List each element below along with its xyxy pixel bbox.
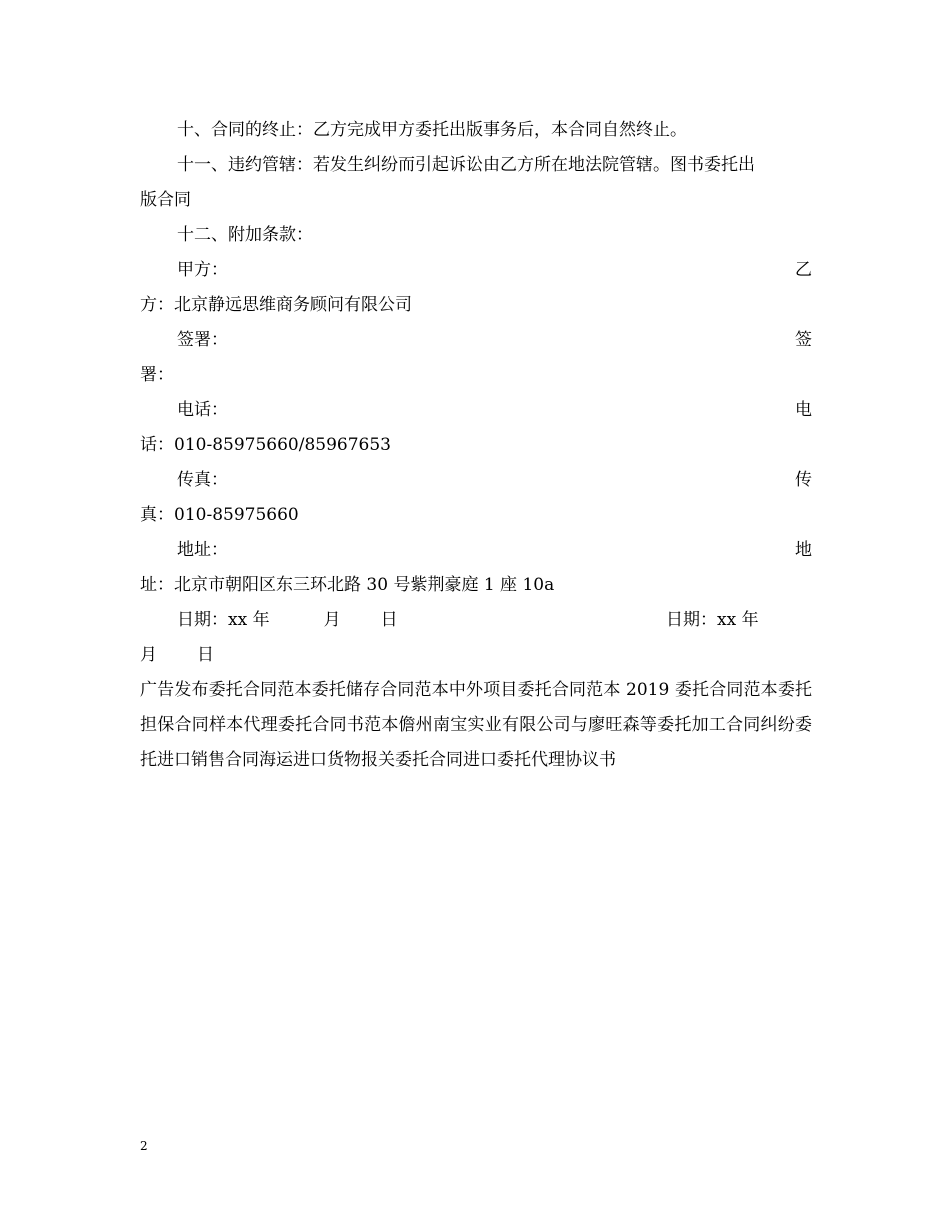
phone-a-label: 电话：: [177, 400, 228, 420]
clause-jurisdiction-line1: 十一、违约管辖：若发生纠纷而引起诉讼由乙方所在地法院管辖。图书委托出: [177, 155, 755, 175]
fax-b-label-start: 传: [795, 470, 812, 490]
signature-b-rest: 署：: [140, 365, 174, 385]
document-body: [140, 113, 812, 778]
date-a-prefix: 日期：xx 年: [177, 610, 270, 630]
date-row: [140, 603, 812, 638]
address-a-label: 地址：: [177, 540, 228, 560]
phone-row: [140, 393, 812, 428]
date-a-month: 月: [323, 610, 341, 630]
clause-additional-terms: 十二、附加条款：: [177, 225, 313, 245]
date-b-day: 日: [197, 645, 214, 665]
fax-b-value: 真：010-85975660: [140, 505, 299, 525]
address-row: [140, 533, 812, 568]
date-b-month: 月: [140, 645, 157, 665]
address-b-value: 址：北京市朝阳区东三环北路 30 号紫荆豪庭 1 座 10a: [140, 575, 555, 595]
clause-jurisdiction-line2: 版合同: [140, 190, 191, 210]
signature-row: [140, 323, 812, 358]
address-b-label-start: 地: [795, 540, 812, 560]
related-documents-list: 广告发布委托合同范本委托储存合同范本中外项目委托合同范本 2019 委托合同范本委托担保合同样本代理委托合同书范本儋州南宝实业有限公司与廖旺森等委托加工合同纠纷委托进口销售合同海运进口货物报关委托合同进口委托代理协议书: [140, 680, 812, 770]
phone-b-label-start: 电: [795, 400, 812, 420]
party-b-label-start: 乙: [795, 260, 812, 280]
signature-b-label-start: 签: [795, 330, 812, 350]
date-a-day: 日: [380, 610, 398, 630]
date-b-prefix: 日期：xx 年: [666, 610, 759, 630]
phone-b-value: 话：010-85975660/85967653: [140, 435, 391, 455]
party-b-name: 方：北京静远思维商务顾问有限公司: [140, 295, 412, 315]
fax-a-label: 传真：: [177, 470, 228, 490]
party-row: [140, 253, 812, 288]
party-a-label: 甲方：: [177, 260, 228, 280]
fax-row: [140, 463, 812, 498]
date-b-row: [140, 638, 812, 673]
page-number: 2: [140, 1139, 148, 1153]
signature-a-label: 签署：: [177, 330, 228, 350]
clause-termination: 十、合同的终止：乙方完成甲方委托出版事务后，本合同自然终止。: [177, 120, 687, 140]
